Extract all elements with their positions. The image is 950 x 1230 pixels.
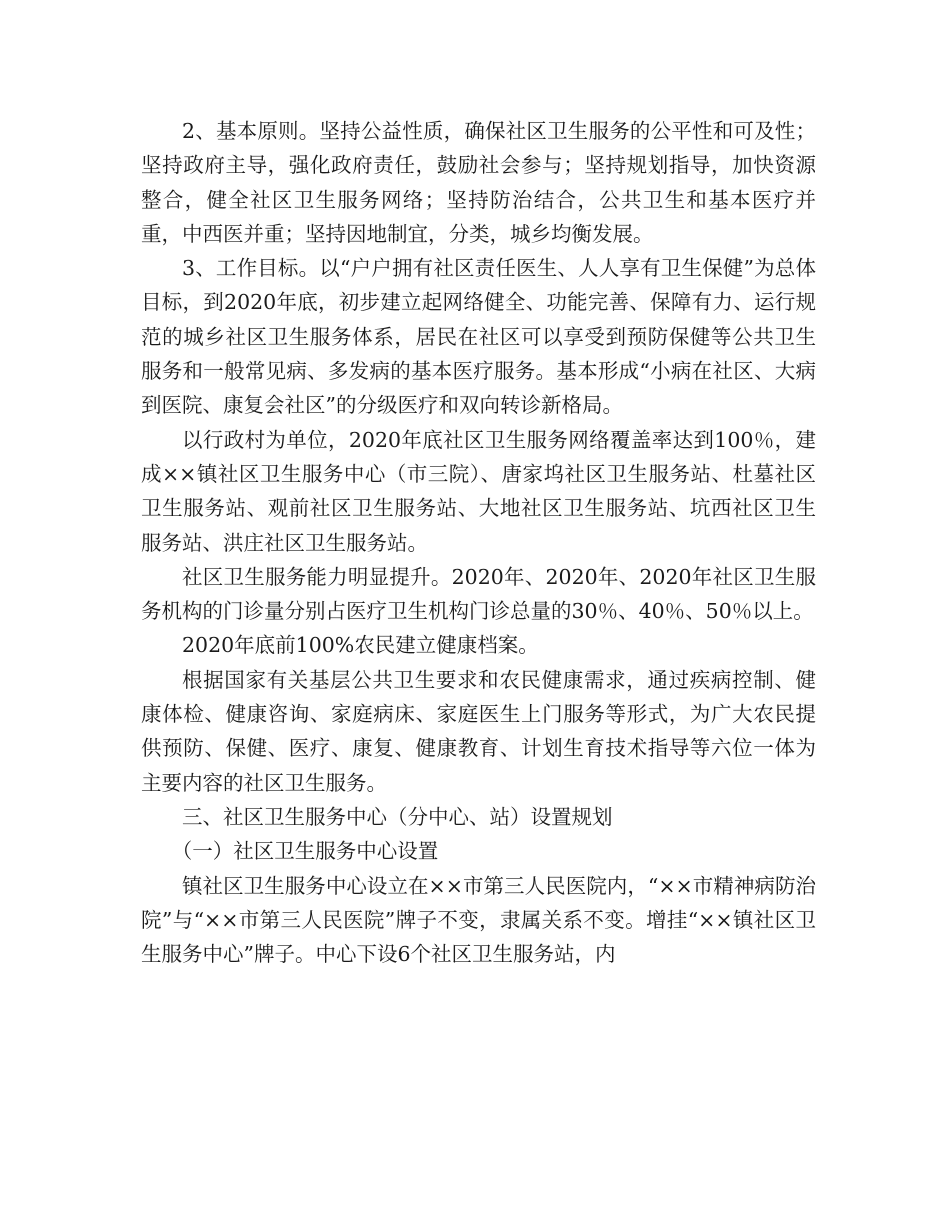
paragraph-health-records: 2020年底前100%农民建立健康档案。: [182, 633, 539, 658]
paragraph-network-coverage: 以行政村为单位，2020年底社区卫生服务网络覆盖率达到100％，建成××镇社区卫生服务中心（市三院）、唐家坞社区卫生服务站、杜墓社区卫生服务站、观前社区卫生服务站、大地社区卫生服务站、坑西社区卫生服务站、洪庄社区卫生服务站。: [141, 427, 816, 555]
paragraph-center-location: 镇社区卫生服务中心设立在××市第三人民医院内，“××市精神病防治院”与“××市第三人民医院”牌子不变，隶属关系不变。增挂“××镇社区卫生服务中心”牌子。中心下设6个社区卫生服务站，内: [141, 873, 816, 967]
document-body: [141, 114, 816, 971]
paragraph-basic-principles: 2、基本原则。坚持公益性质，确保社区卫生服务的公平性和可及性；坚持政府主导，强化政府责任，鼓励社会参与；坚持规划指导，加快资源整合，健全社区卫生服务网络；坚持防治结合，公共卫生和基本医疗并重，中西医并重；坚持因地制宜，分类，城乡均衡发展。: [141, 119, 816, 246]
paragraph-service-capacity: 社区卫生服务能力明显提升。2020年、2020年、2020年社区卫生服务机构的门诊量分别占医疗卫生机构门诊总量的30％、40％、50％以上。: [141, 564, 816, 624]
paragraph-work-goals: 3、工作目标。以“户户拥有社区责任医生、人人享有卫生保健”为总体目标，到2020年底，初步建立起网络健全、功能完善、保障有力、运行规范的城乡社区卫生服务体系，居民在社区可以享受到预防保健等公共卫生服务和一般常见病、多发病的基本医疗服务。基本形成“小病在社区、大病到医院、康复会社区”的分级医疗和双向转诊新格局。: [141, 256, 816, 418]
section-heading-setup-plan: 三、社区卫生服务中心（分中心、站）设置规划: [182, 804, 613, 829]
paragraph-service-content: 根据国家有关基层公共卫生要求和农民健康需求，通过疾病控制、健康体检、健康咨询、家庭病床、家庭医生上门服务等形式，为广大农民提供预防、保健、医疗、康复、健康教育、计划生育技术指导等六位一体为主要内容的社区卫生服务。: [141, 667, 816, 795]
subsection-heading-center-setup: （一）社区卫生服务中心设置: [171, 839, 439, 864]
